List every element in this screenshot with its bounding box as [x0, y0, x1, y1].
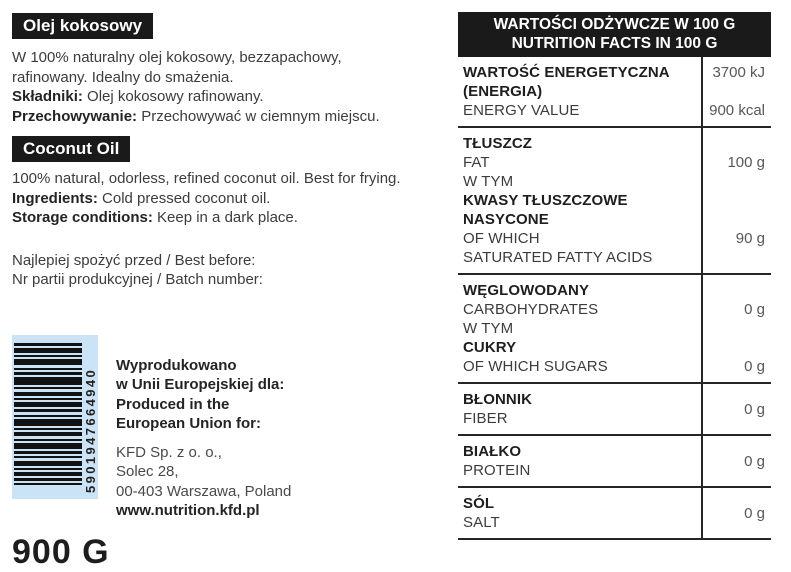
- text-line: [12, 68, 452, 88]
- nutrient-name-cell: [458, 384, 703, 434]
- manufacturer-website: www.nutrition.kfd.pl: [116, 502, 260, 519]
- nutrient-name-line: NASYCONE: [463, 211, 549, 228]
- bold-text: Składniki:: [12, 88, 88, 105]
- product-name-pl: Olej kokosowy: [23, 16, 143, 35]
- text-line: [12, 189, 452, 209]
- nutrient-name-line: W TYM: [463, 320, 514, 337]
- barcode-section: [12, 335, 452, 521]
- barcode-number: 5901947664940: [83, 367, 98, 493]
- nutrient-name-line: KWASY TŁUSZCZOWE: [463, 192, 628, 209]
- nutrient-name-line: ENERGY VALUE: [463, 102, 580, 119]
- net-weight: 900 G: [12, 532, 110, 571]
- text-line: [12, 208, 452, 228]
- produced-for-line: European Union for:: [116, 415, 261, 432]
- nutrition-header-line: WARTOŚCI ODŻYWCZE W 100 G: [493, 16, 736, 33]
- nutrient-name-line: CUKRY: [463, 339, 517, 356]
- nutrient-value: 0 g: [744, 452, 765, 470]
- nutrient-name-line: FIBER: [463, 410, 508, 427]
- nutrition-header-line: NUTRITION FACTS IN 100 G: [511, 35, 718, 52]
- nutrient-name-line: SÓL: [463, 495, 495, 512]
- bold-text: Ingredients:: [12, 189, 103, 207]
- text: Olej kokosowy rafinowany.: [87, 88, 264, 105]
- nutrient-name-cell: [458, 488, 703, 538]
- nutrient-name-line: OF WHICH SUGARS: [463, 358, 608, 375]
- nutrient-name-cell: [458, 57, 703, 126]
- nutrient-name-cell: [458, 275, 703, 382]
- barcode-bars: [14, 343, 82, 487]
- nutrient-name-line: PROTEIN: [463, 462, 531, 479]
- manufacturer-info: [116, 335, 291, 521]
- nutrition-table-body: [458, 57, 771, 540]
- description-en: [12, 169, 452, 228]
- address-line: KFD Sp. z o. o.,: [116, 443, 222, 461]
- nutrient-name-line: OF WHICH: [463, 230, 540, 247]
- nutrient-name-line: TŁUSZCZ: [463, 135, 533, 152]
- text: rafinowany. Idealny do smażenia.: [12, 68, 234, 86]
- nutrient-value: 100 g: [727, 154, 765, 171]
- text-line: Nr partii produkcyjnej / Batch number:: [12, 271, 263, 288]
- nutrition-row-salt: [458, 488, 771, 540]
- nutrient-value: 0 g: [744, 400, 765, 418]
- nutrient-name-cell: [458, 128, 703, 273]
- nutrient-name-line: (ENERGIA): [463, 83, 543, 100]
- manufacturer-address: [116, 443, 291, 502]
- best-before-batch: [12, 251, 452, 290]
- nutrient-name-line: BIAŁKO: [463, 443, 522, 460]
- nutrition-row-fat: [458, 128, 771, 275]
- text-line: [12, 107, 452, 127]
- text-line: [12, 87, 452, 107]
- nutrient-name-line: BŁONNIK: [463, 391, 533, 408]
- nutrient-value: 90 g: [735, 230, 765, 247]
- nutrient-name-line: SATURATED FATTY ACIDS: [463, 249, 653, 266]
- product-name-en: Coconut Oil: [23, 139, 120, 158]
- nutrient-value: 0 g: [744, 504, 765, 522]
- nutrition-row-fiber: [458, 384, 771, 436]
- nutrient-value-cell: [703, 436, 771, 486]
- nutrient-value-cell: [703, 128, 771, 273]
- nutrient-name-line: FAT: [463, 154, 490, 171]
- text: 100% natural, odorless, refined coconut oil. Best for frying.: [12, 170, 401, 187]
- nutrient-value-cell: [703, 57, 771, 126]
- description-pl: [12, 48, 452, 126]
- nutrient-value: 900 kcal: [709, 102, 765, 119]
- nutrient-name-line: WARTOŚĆ ENERGETYCZNA: [463, 64, 670, 81]
- nutrient-value-cell: [703, 384, 771, 434]
- produced-for-line: Wyprodukowano: [116, 356, 237, 374]
- bold-text: Storage conditions:: [12, 209, 158, 226]
- nutrient-name-line: CARBOHYDRATES: [463, 301, 599, 318]
- nutrient-value-cell: [703, 488, 771, 538]
- nutrient-name-line: SALT: [463, 514, 500, 531]
- bold-text: Przechowywanie:: [12, 107, 142, 125]
- text: Przechowywać w ciemnym miejscu.: [141, 107, 380, 125]
- nutrient-value: 3700 kJ: [712, 64, 765, 81]
- nutrient-name-line: W TYM: [463, 173, 514, 190]
- nutrition-table: [458, 12, 771, 540]
- text-line: [12, 48, 452, 68]
- produced-for-line: Produced in the: [116, 395, 230, 413]
- text: Keep in a dark place.: [157, 209, 298, 226]
- nutrient-value: 0 g: [744, 358, 765, 375]
- nutrition-row-protein: [458, 436, 771, 488]
- nutrition-table-header: [458, 12, 771, 57]
- product-name-en-badge: [12, 136, 130, 162]
- text: Cold pressed coconut oil.: [102, 189, 271, 207]
- text: W 100% naturalny olej kokosowy, bezzapachowy,: [12, 49, 342, 66]
- nutrition-row-carbohydrates: [458, 275, 771, 384]
- barcode: [12, 335, 98, 499]
- address-line: 00-403 Warszawa, Poland: [116, 482, 292, 500]
- product-name-pl-badge: [12, 13, 153, 39]
- text-line: [12, 169, 452, 189]
- text-line: Najlepiej spożyć przed / Best before:: [12, 251, 256, 269]
- nutrient-value: 0 g: [744, 301, 765, 318]
- produced-for-line: w Unii Europejskiej dla:: [116, 376, 285, 393]
- produced-for-lines: [116, 356, 291, 434]
- nutrient-name-cell: [458, 436, 703, 486]
- nutrition-row-energy: [458, 57, 771, 128]
- nutrient-value-cell: [703, 275, 771, 382]
- nutrient-name-line: WĘGLOWODANY: [463, 282, 590, 299]
- address-line: Solec 28,: [116, 463, 179, 480]
- left-column: [12, 13, 452, 572]
